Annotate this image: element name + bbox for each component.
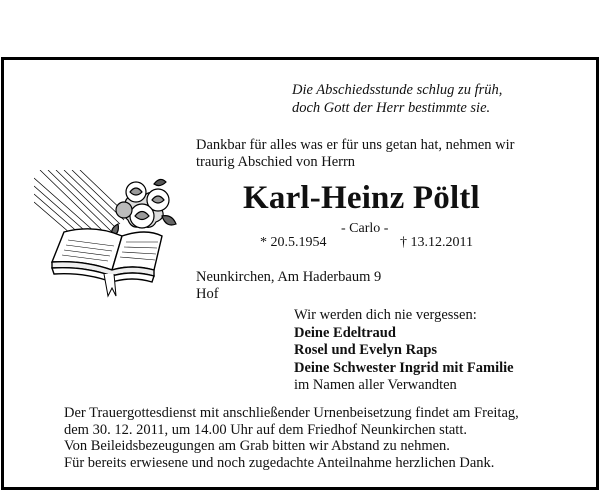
deceased-name: Karl-Heinz Pöltl	[243, 180, 480, 216]
mourners-list	[294, 307, 514, 395]
funeral-line-1: Der Trauergottesdienst mit anschließender Urnenbeisetzung findet am Freitag,	[64, 405, 519, 421]
open-bible-with-roses-icon	[34, 170, 192, 300]
intro-line-2: traurig Abschied von Herrn	[196, 154, 356, 170]
motto-line-1: Die Abschiedsstunde schlug zu früh,	[292, 82, 503, 98]
open-book	[52, 229, 162, 296]
mourners-intro: Wir werden dich nie vergessen:	[294, 307, 477, 323]
funeral-line-4: Für bereits erwiesene und noch zugedachte Anteilnahme herzlichen Dank.	[64, 454, 495, 471]
mourner-name: Deine Schwester Ingrid mit Familie	[294, 359, 514, 376]
intro-text	[196, 137, 514, 171]
address-line-1: Neunkirchen, Am Haderbaum 9	[196, 269, 382, 285]
motto-verse	[292, 82, 502, 117]
mourner-name: Rosel und Evelyn Raps	[294, 342, 438, 358]
funeral-line-3: Von Beileidsbezeugungen am Grab bitten wir Abstand zu nehmen.	[64, 438, 450, 454]
mourner-name: Deine Edeltraud	[294, 324, 396, 341]
funeral-line-2: dem 30. 12. 2011, um 14.00 Uhr auf dem Friedhof Neunkirchen statt.	[64, 421, 467, 438]
death-date: † 13.12.2011	[400, 235, 473, 250]
deceased-nickname: - Carlo -	[341, 221, 389, 236]
motto-line-2: doch Gott der Herr bestimmte sie.	[292, 99, 491, 116]
address	[196, 269, 381, 302]
roses	[112, 179, 176, 236]
birth-date: * 20.5.1954	[260, 235, 327, 250]
address-line-2: Hof	[196, 285, 219, 302]
intro-line-1: Dankbar für alles was er für uns getan hat, nehmen wir	[196, 137, 515, 153]
mourners-closing: im Namen aller Verwandten	[294, 377, 457, 393]
funeral-notice	[64, 405, 519, 471]
